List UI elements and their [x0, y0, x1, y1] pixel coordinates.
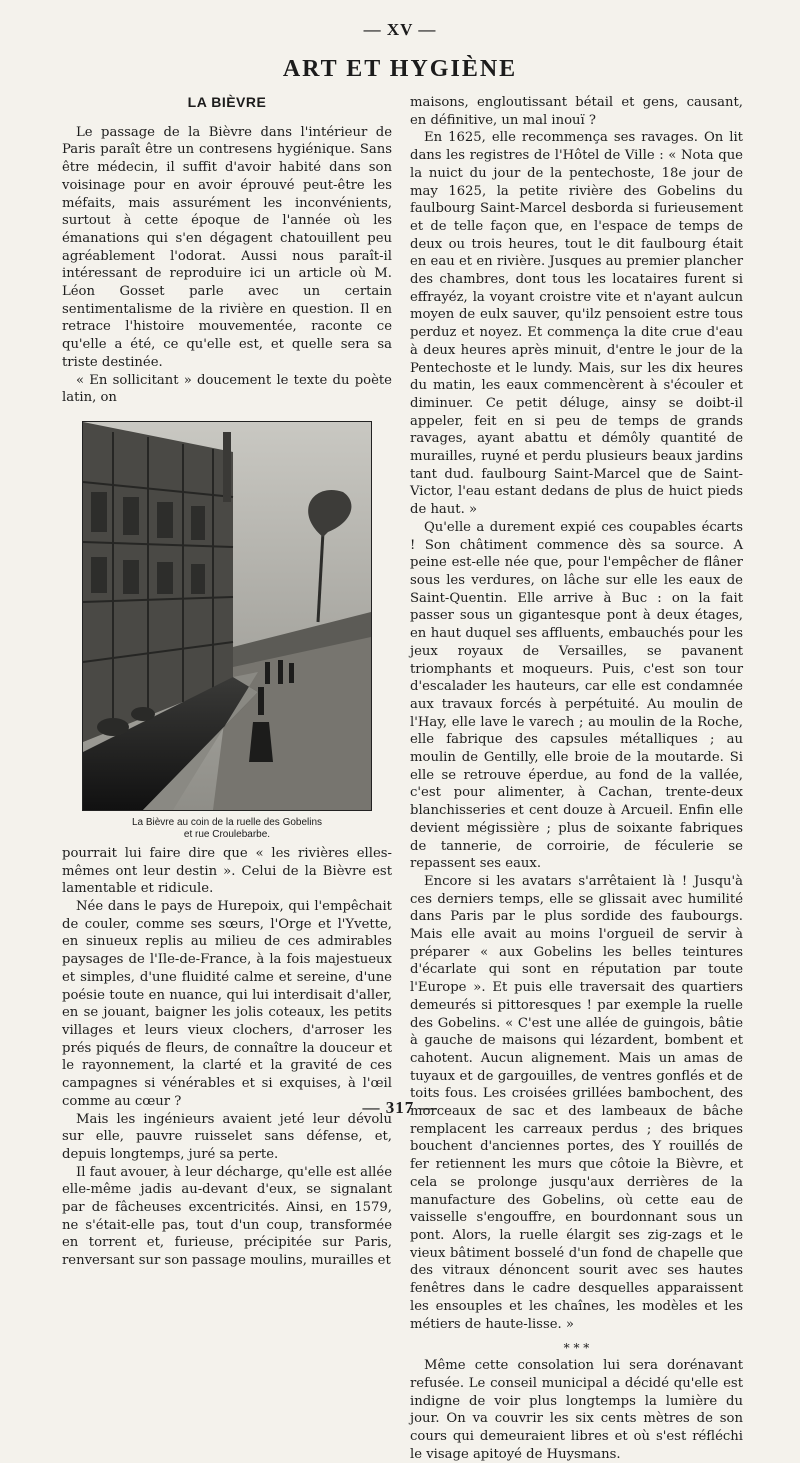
figure-caption [82, 817, 372, 841]
photo-illustration [83, 422, 371, 810]
page-number-top: — XV — [363, 20, 437, 39]
paragraph: Il faut avouer, à leur décharge, qu'elle est allée elle-même jadis au-devant d'eux, se signalant par de fâcheuses excentricités. Ainsi, en 1579, ne s'était-elle pas, tout d'un coup, transformée en torrent et, furieuse, précipitée sur Paris, renversant sur son passage moulins, murailles et [62, 1164, 392, 1269]
page-number-bottom: — 317 — [362, 1098, 438, 1117]
section-separator: * * * [563, 1341, 590, 1356]
left-column [62, 94, 392, 1270]
page-title: ART ET HYGIÈNE [282, 56, 518, 82]
paragraph: En 1625, elle recommença ses ravages. On lit dans les registres de l'Hôtel de Ville : « Nota que la nuict du jour de la pentechoste, 18e jour de may 1625, la petite rivière des Gobelins du faulbourg Saint-Marcel desborda si furieusement et de telle façon que, en l'espace de temps de deux ou trois heures, tout le dit faulbourg était en eau et en rivière. Jusques au premier plancher des chambres, dont tous les locataires furent si effrayéz, la voyant croistre vite et n'ayant aulcun moyen de eulx sauver, qu'ilz pensoient estre tous perduz et noyez. Et commença la dite crue d'eau à deux heures après minuit, d'entre le jour de la Pentechoste et le lundy. Mais, sur les dix heures du matin, les eaux commencèrent à s'écouler et diminuer. Ce petit déluge, ainsy se doibt-il appeler, feit en si peu de temps de grands ravages, ayant abattu et démôly quantité de murailles, ruyné et perdu plusieurs beaux jardins tant dud. faulbourg Saint-Marcel que de Saint-Victor, l'eau estant dedans de plus de huict pieds de haut. » [410, 130, 743, 518]
figure [82, 421, 372, 841]
paragraph: Même cette consolation lui sera dorénavant refusée. Le conseil municipal a décidé qu'elle est indigne de voir plus longtemps la lumière du jour. On va couvrir les six cents mètres de son cours qui demeuraient libres et où s'est réfléchi le visage apitoyé de Huysmans. [410, 1358, 743, 1462]
paragraph: maisons, engloutissant bétail et gens, causant, en définitive, un mal inouï ? [410, 95, 743, 128]
paragraph: Le passage de la Bièvre dans l'intérieur de Paris paraît être un contresens hygiénique. Sans être médecin, il suffit d'avoir habité dans son voisinage pour en avoir éprouvé peut-être les méfaits, mais assurément les inconvénients, surtout à cette époque de l'année où les émanations qui s'en dégagent chatouillent peu agréablement l'odorat. Aussi nous paraît-il intéressant de reproduire ici un article où M. Léon Gosset parle avec un certain sentimentalisme de la rivière en question. Il en retrace l'histoire mouvementée, raconte ce qu'elle a été, ce qu'elle est, et quelle sera sa triste destinée. [62, 124, 392, 370]
paragraph: Mais les ingénieurs avaient jeté leur dévolu sur elle, pauvre ruisselet sans défense, et, depuis longtemps, juré sa perte. [62, 1111, 392, 1162]
paragraph: Née dans le pays de Hurepoix, qui l'empêchait de couler, comme ses sœurs, l'Orge et l'Yvette, en sinueux replis au milieu de ces admirables paysages de l'Ile-de-France, à la fois majestueux et simples, d'une fluidité calme et sereine, d'une poésie toute en nuance, qui lui interdisait d'aller, en se jouant, baigner les jolis coteaux, les petits villages et leurs vieux clochers, d'arroser les prés piqués de fleurs, de connaître la douceur et le rayonnement, la clarté et la gravité de ces campagnes si vénérables et si exquises, à l'œil comme au cœur ? [62, 899, 392, 1109]
paragraph: pourrait lui faire dire que « les rivières elles-mêmes ont leur destin ». Celui de la Bièvre est lamentable et ridicule. [62, 845, 392, 897]
paragraph: Qu'elle a durement expié ces coupables écarts ! Son châtiment commence dès sa source. A peine est-elle née que, pour l'empêcher de flâner sous les verdures, on lâche sur elle les eaux de Saint-Quentin. Elle arrive à Buc : on la fait passer sous un gigantesque pont à deux étages, en haut duquel ses affluents, embauchés pour les jeux royaux de Versailles, se pavanent triomphants et moqueurs. Puis, c'est son tour d'escalader les hauteurs, car elle est condamnée aux travaux forcés à perpétuité. Au moulin de l'Hay, elle lave le varech ; au moulin de la Roche, elle fabrique des capsules métalliques ; au moulin de Gentilly, elle broie de la moutarde. Si elle se retrouve éperdue, au fond de la vallée, c'est pour alimenter, à Cachan, trente-deux blanchisseries et cent douze à Arcueil. Enfin elle devient mégissière ; plus de soixante fabriques de tannerie, de corroirie, de féculerie se repassent ses eaux. [410, 519, 743, 872]
caption-line: La Bièvre au coin de la ruelle des Gobelins [131, 816, 323, 828]
section-title: LA BIÈVRE [187, 94, 267, 110]
photo-bievre-ruelle-gobelins [82, 421, 372, 811]
paragraph: Encore si les avatars s'arrêtaient là ! Jusqu'à ces derniers temps, elle se glissait avec humilité dans Paris par le plus sordide des faubourgs. Mais elle avait au moins l'orgueil de servir à préparer « aux Gobelins les belles teintures d'écarlate qui sont en réputation par toute l'Europe ». Et puis elle traversait des quartiers demeurés si pittoresques ! par exemple la ruelle des Gobelins. « C'est une allée de guingois, bâtie à gauche de maisons qui lézardent, bombent et cahotent. Aucun alignement. Mais un amas de tuyaux et de gargouilles, de ventres gonflés et de toits fous. Les croisées grillées bambochent, des morceaux de sac et des lambeaux de bâche remplacent les carreaux perdus ; des briques bouchent d'anciennes portes, des Y rouillés de fer retiennent les murs que côtoie la Bièvre, et cela se prolonge jusqu'aux derrières de la manufacture des Gobelins, où cette eau de vaisselle s'engouffre, en bourdonnant sous un pont. Alors, la ruelle élargit ses zig-zags et le vieux bâtiment bosselé d'un fond de chapelle que des vitraux dénoncent sourit avec ses hautes fenêtres dans le cadre desquelles apparaissent les ensouples et les chaînes, les modèles et les métiers de haute-lisse. » [410, 873, 743, 1332]
right-column [410, 94, 743, 1463]
paragraph: « En sollicitant » doucement le texte du poète latin, on [62, 372, 392, 406]
caption-line: et rue Croulebarbe. [183, 828, 271, 840]
